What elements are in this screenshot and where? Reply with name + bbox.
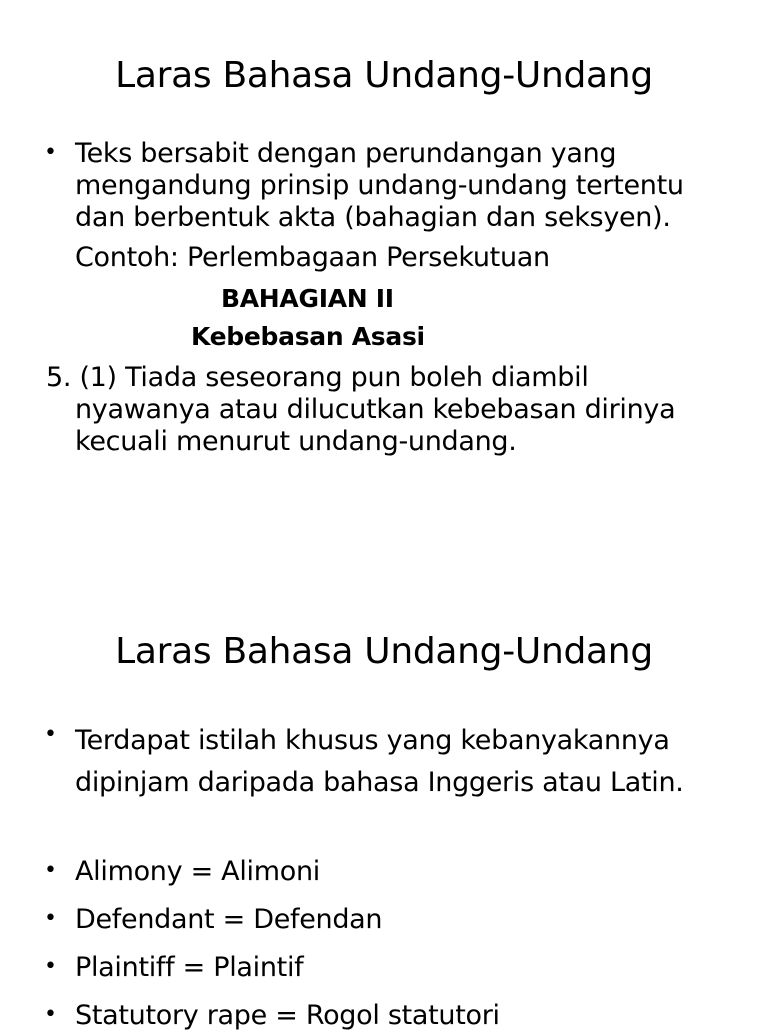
bullet-marker: • xyxy=(44,722,57,747)
term-item: Statutory rape = Rogol statutori xyxy=(75,1000,500,1031)
bullet-marker: • xyxy=(44,858,57,883)
slide-2-intro-text xyxy=(75,720,745,804)
bullet-marker: • xyxy=(44,906,57,931)
bullet-line: dan berbentuk akta (bahagian dan seksyen). xyxy=(75,202,671,233)
intro-line: Terdapat istilah khusus yang kebanyakannya xyxy=(75,725,670,756)
bullet-line: Teks bersabit dengan perundangan yang xyxy=(75,138,617,169)
term-item: Plaintiff = Plaintif xyxy=(75,952,304,983)
slide-2-title: Laras Bahasa Undang-Undang xyxy=(115,631,653,672)
bullet-line: mengandung prinsip undang-undang tertentu xyxy=(75,170,684,201)
part-heading: BAHAGIAN II xyxy=(221,284,394,313)
clause-line-1: 5. (1) Tiada seseorang pun boleh diambil xyxy=(46,362,589,393)
slide-1-title: Laras Bahasa Undang-Undang xyxy=(115,55,653,96)
clause-line-3: kecuali menurut undang-undang. xyxy=(75,426,517,457)
intro-line: dipinjam daripada bahasa Inggeris atau Latin. xyxy=(75,767,684,798)
term-item: Alimony = Alimoni xyxy=(75,856,320,887)
slide-2 xyxy=(0,576,768,1031)
part-subheading: Kebebasan Asasi xyxy=(191,322,425,351)
slide-1-bullet-text xyxy=(75,138,745,234)
term-item: Defendant = Defendan xyxy=(75,904,383,935)
example-line: Contoh: Perlembagaan Persekutuan xyxy=(75,242,550,273)
bullet-marker: • xyxy=(44,140,57,165)
bullet-marker: • xyxy=(44,954,57,979)
bullet-marker: • xyxy=(44,1002,57,1027)
clause-line-2: nyawanya atau dilucutkan kebebasan dirinya xyxy=(75,394,676,425)
